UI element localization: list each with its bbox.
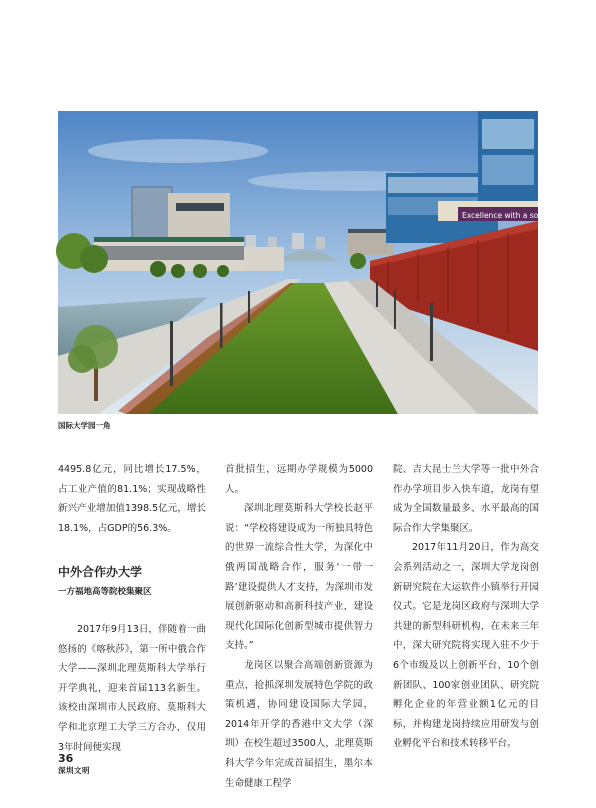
column-3-paragraph-1: 院、吉大昆士兰大学等一批中外合作办学项目步入快车道，龙岗有望成为全国数量最多、水平最高的国际合作大学集聚区。 — [393, 464, 539, 534]
photo-caption: 国际大学园一角 — [58, 421, 111, 430]
banner-text: Excellence with a soul Leaders — [462, 211, 578, 220]
column-3-paragraph-2: 2017年11月20日，作为高交会系列活动之一，深圳大学龙岗创新研究院在大运软件小镇举行开园仪式。它是龙岗区政府与深圳大学共建的新型科研机构，在未来三年中，深大研究院将实现入驻不少于6个市级及以上创新平台、10个创新团队、100家创业团队、研究院孵化企业的年营业额1亿元的目标，并构建龙岗持续应用研发与创业孵化平台和技术转移平台。 — [393, 542, 539, 750]
column-2-paragraph-2: 深圳北理莫斯科大学校长赵平说：“学校将建设成为一所独具特色的世界一流综合性大学，为深化中俄两国战略合作，服务‘一带一路’建设提供人才支持，为深圳市发展创新驱动和高新科技产业，建设现代化国际化创新型城市提供智力支持。” — [225, 503, 373, 652]
section-subheading: 一方福地高等院校集聚区 — [58, 587, 152, 597]
column-1-top-paragraph: 4495.8亿元，同比增长17.5%，占工业产值的81.1%；实现战略性新兴产业增加值1398.5亿元，增长18.1%，占GDP的56.3%。 — [58, 464, 206, 534]
campus-photo — [58, 111, 578, 414]
column-2 — [225, 460, 373, 793]
section-heading: 中外合作办大学 — [58, 565, 143, 579]
column-2-paragraph-1: 首批招生，远期办学规模为5000人。 — [225, 464, 373, 495]
column-2-paragraph-3: 龙岗区以聚合高端创新资源为重点，抢抓深圳发展特色学院的政策机遇，协同建设国际大学园，2014年开学的香港中文大学（深圳）在校生超过3500人，北理莫斯科大学今年完成首届招生，墨尔本生命健康工程学 — [225, 659, 373, 789]
column-1-paragraph: 2017年9月13日，伴随着一曲悠扬的《喀秋莎》，第一所中俄合作大学——深圳北理莫斯科大学举行开学典礼，迎来首届113名新生。该校由深圳市人民政府、莫斯科大学和北京理工大学三方合办，仅用3年时间便实现 — [58, 624, 206, 753]
column-3 — [393, 460, 539, 754]
column-1 — [58, 460, 206, 538]
page-number: 36 — [58, 752, 74, 765]
column-1-body — [58, 620, 206, 757]
publication-name: 深圳文明 — [58, 766, 90, 775]
